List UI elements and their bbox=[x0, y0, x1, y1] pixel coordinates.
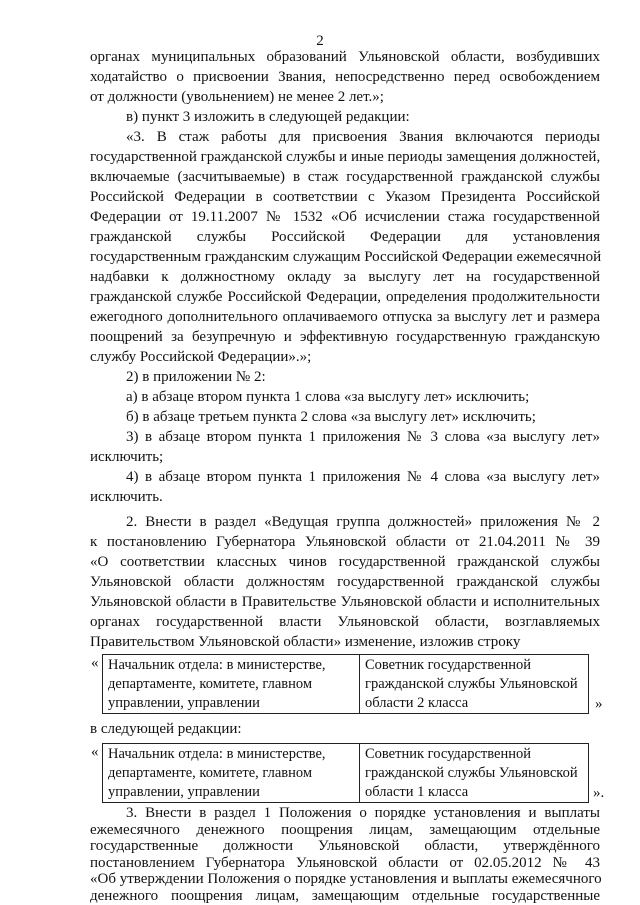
text-line: государственные должности Ульяновской области, утверждённого bbox=[90, 838, 600, 854]
position-cell bbox=[103, 655, 360, 714]
text-line: органах муниципальных образований Ульяновской области, возбудивших bbox=[90, 49, 600, 65]
table-open-quote: « bbox=[91, 744, 99, 760]
text-line: постановлением Губернатора Ульяновской области от 02.05.2012 № 43 bbox=[90, 854, 600, 871]
text-line: Ульяновской области должностям государственной гражданской службы bbox=[90, 574, 600, 590]
text-line: поощрений за безупречную и эффективную государственную гражданскую bbox=[90, 329, 600, 345]
text-line: 2) в приложении № 2: bbox=[126, 369, 266, 385]
table-row bbox=[103, 655, 589, 714]
rank-cell bbox=[360, 655, 589, 714]
table-close-quote: ». bbox=[593, 785, 605, 801]
text-line: надбавки к должностному окладу за выслугу лет на государственной bbox=[90, 269, 600, 285]
text-line: гражданской службы Российской Федерации для установления bbox=[90, 229, 600, 245]
cell-line: департаменте, комитете, главном bbox=[108, 765, 313, 781]
text-line: ежегодного дополнительного оплачиваемого отпуска за выслугу лет и размера bbox=[90, 309, 600, 325]
text-line: 2. Внести в раздел «Ведущая группа должностей» приложения № 2 bbox=[126, 514, 600, 530]
text-line: «3. В стаж работы для присвоения Звания включаются периоды bbox=[126, 129, 600, 145]
position-cell bbox=[103, 744, 360, 803]
text-line: ходатайство о присвоении Звания, непосредственно перед освобождением bbox=[90, 69, 600, 85]
text-line: органах государственной власти Ульяновской области, возглавляемых bbox=[90, 614, 600, 630]
cell-line: департаменте, комитете, главном bbox=[108, 676, 313, 692]
text-line: исключить; bbox=[90, 449, 164, 465]
text-line: а) в абзаце втором пункта 1 слова «за выслугу лет» исключить; bbox=[126, 389, 530, 405]
cell-line: гражданской службы Ульяновской bbox=[365, 765, 578, 781]
cell-line: области 1 класса bbox=[365, 784, 469, 800]
table-open-quote: « bbox=[91, 655, 99, 671]
text-line: ежемесячного денежного поощрения лицам, замещающим отдельные bbox=[90, 821, 600, 838]
text-line: от должности (увольнением) не менее 2 лет.»; bbox=[90, 89, 384, 105]
text-line: «Об утверждении Положения о порядке установления и выплаты ежемесячного bbox=[90, 871, 602, 887]
cell-line: Советник государственной bbox=[365, 657, 531, 673]
text-line: исключить. bbox=[90, 489, 163, 505]
text-line: Федерации от 19.11.2007 № 1532 «Об исчислении стажа государственной bbox=[90, 209, 600, 225]
text-line: к постановлению Губернатора Ульяновской области от 21.04.2011 № 39 bbox=[90, 534, 600, 550]
text-line: б) в абзаце третьем пункта 2 слова «за выслугу лет» исключить; bbox=[126, 409, 536, 425]
text-line: в) пункт 3 изложить в следующей редакции: bbox=[126, 109, 410, 125]
text-line: 3. Внести в раздел 1 Положения о порядке установления и выплаты bbox=[126, 805, 600, 821]
text-line: включаемые (засчитываемые) в стаж государственной гражданской службы bbox=[90, 169, 600, 185]
text-line: Ульяновской области в Правительстве Ульяновской области и исполнительных bbox=[90, 594, 600, 610]
text-line: гражданской службе Российской Федерации, определения продолжительности bbox=[90, 289, 600, 305]
text-line: государственной гражданской службы и иные периоды замещения должностей, bbox=[90, 149, 601, 165]
rank-cell bbox=[360, 744, 589, 803]
text-line: 4) в абзаце втором пункта 1 приложения № 4 слова «за выслугу лет» bbox=[126, 469, 600, 485]
cell-line: управлении, управлении bbox=[108, 695, 260, 711]
text-line: в следующей редакции: bbox=[90, 721, 242, 737]
cell-line: Начальник отдела: в министерстве, bbox=[108, 746, 326, 762]
table-close-quote: » bbox=[595, 696, 603, 712]
text-line: денежного поощрения лицам, замещающим отдельные государственные bbox=[90, 887, 600, 904]
text-line: «О соответствии классных чинов государственной гражданской службы bbox=[90, 554, 600, 570]
text-line: 3) в абзаце втором пункта 1 приложения № 3 слова «за выслугу лет» bbox=[126, 429, 600, 445]
position-table-new bbox=[102, 743, 589, 803]
page-number: 2 bbox=[316, 33, 324, 49]
cell-line: Начальник отдела: в министерстве, bbox=[108, 657, 326, 673]
cell-line: управлении, управлении bbox=[108, 784, 260, 800]
text-line: службу Российской Федерации».»; bbox=[90, 349, 312, 365]
cell-line: Советник государственной bbox=[365, 746, 531, 762]
text-line: государственным гражданским служащим Российской Федерации ежемесячной bbox=[90, 249, 602, 265]
table-row bbox=[103, 744, 589, 803]
cell-line: гражданской службы Ульяновской bbox=[365, 676, 578, 692]
text-line: Российской Федерации в соответствии с Указом Президента Российской bbox=[90, 189, 600, 205]
position-table-old bbox=[102, 654, 589, 714]
cell-line: области 2 класса bbox=[365, 695, 469, 711]
text-line: Правительством Ульяновской области» изменение, изложив строку bbox=[90, 634, 521, 650]
